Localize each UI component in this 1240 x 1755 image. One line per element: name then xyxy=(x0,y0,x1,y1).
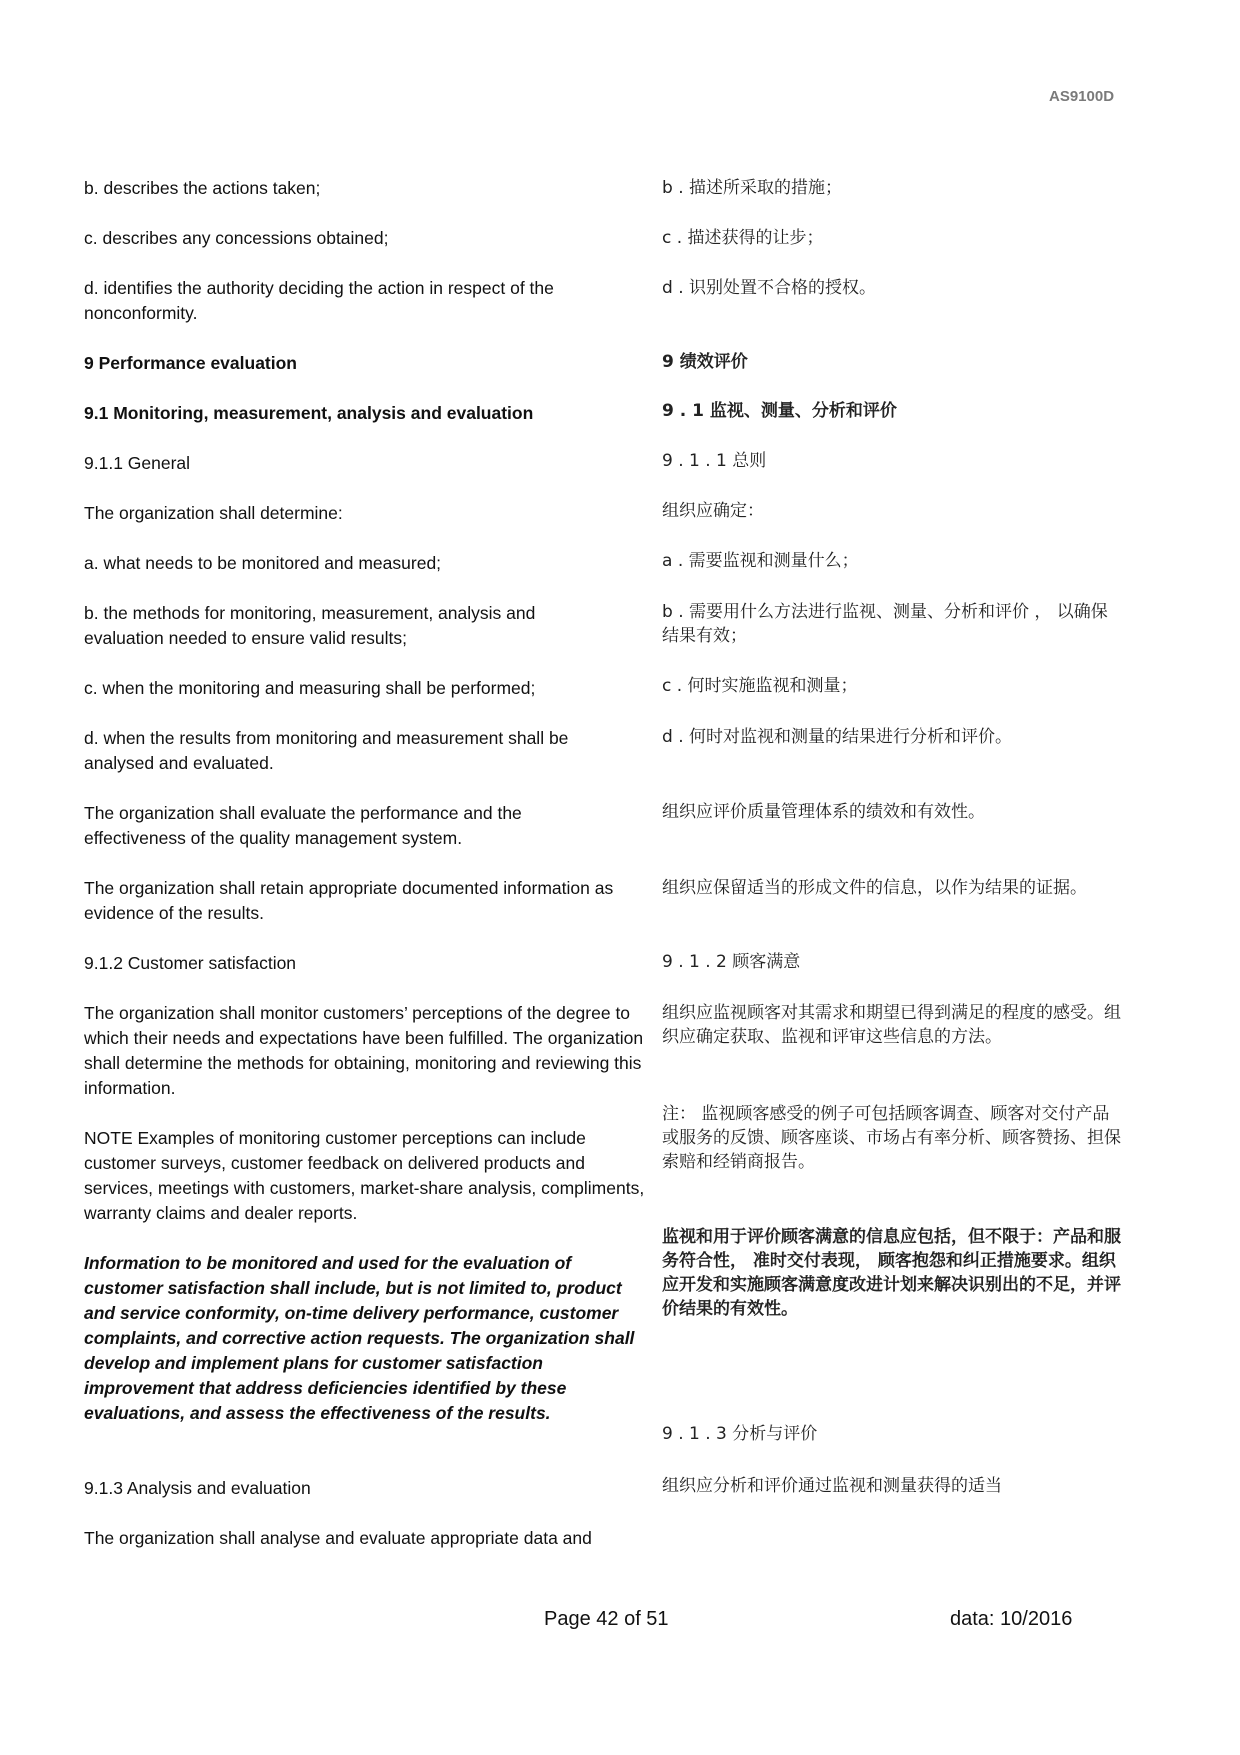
zh-note-examples: 注： 监视顾客感受的例子可包括顾客调查、顾客对交付产品或服务的反馈、顾客座谈、市场占有率分析、顾客赞扬、担保索赔和经销商报告。 xyxy=(662,1104,1121,1172)
zh-item-d-when: d . 何时对监视和测量的结果进行分析和评价。 xyxy=(662,727,1013,747)
zh-item-b-methods: b . 需要用什么方法进行监视、测量、分析和评价 ， 以确保结果有效； xyxy=(662,602,1108,646)
zh-item-c: c . 描述获得的让步； xyxy=(662,228,824,248)
zh-retain-info: 组织应保留适当的形成文件的信息，以作为结果的证据。 xyxy=(662,878,1087,898)
heading-9-1: 9.1 Monitoring, measurement, analysis and evaluation xyxy=(84,403,534,423)
zh-heading-9-1: 9 . 1 监视、测量、分析和评价 xyxy=(662,401,897,421)
heading-9-1-1: 9.1.1 General xyxy=(84,453,191,473)
heading-9-1-2: 9.1.2 Customer satisfaction xyxy=(84,953,297,973)
retain-documented-info: The organization shall retain appropriate documented information as evidence of the results. xyxy=(84,878,614,923)
item-d-when-analysed: d. when the results from monitoring and measurement shall be analysed and evaluated. xyxy=(84,728,569,773)
zh-heading-9-1-2: 9 . 1 . 2 顾客满意 xyxy=(662,952,801,972)
item-c-when-performed: c. when the monitoring and measuring shall be performed; xyxy=(84,678,536,698)
zh-determine-intro: 组织应确定： xyxy=(662,501,764,521)
item-d-authority: d. identifies the authority deciding the action in respect of the nonconformity. xyxy=(84,278,554,323)
note-examples: NOTE Examples of monitoring customer perceptions can include customer surveys, customer feedback on delivered products and services, meetings with customers, market-share analysis, compliments, warranty claims and dealer reports. xyxy=(84,1128,645,1223)
item-b-methods: b. the methods for monitoring, measurement, analysis and evaluation needed to ensure valid results; xyxy=(84,603,536,648)
page-number: Page 42 of 51 xyxy=(544,1608,669,1630)
zh-heading-9: 9 绩效评价 xyxy=(662,352,748,372)
zh-analyse-evaluate: 组织应分析和评价通过监视和测量获得的适当 xyxy=(662,1476,1002,1496)
zh-aerospace-requirement: 监视和用于评价顾客满意的信息应包括，但不限于：产品和服务符合性， 准时交付表现， 顾客抱怨和纠正措施要求。组织应开发和实施顾客满意度改进计划来解决识别出的不足，并评价结果的有效性。 xyxy=(662,1227,1121,1319)
analyse-evaluate-data: The organization shall analyse and evaluate appropriate data and xyxy=(84,1528,592,1548)
item-a-monitored: a. what needs to be monitored and measured; xyxy=(84,553,442,573)
item-b-actions-taken: b. describes the actions taken; xyxy=(84,178,321,198)
zh-evaluate-performance: 组织应评价质量管理体系的绩效和有效性。 xyxy=(662,802,985,822)
evaluate-performance: The organization shall evaluate the performance and the effectiveness of the quality management system. xyxy=(84,803,522,848)
document-code: AS9100D xyxy=(1049,88,1115,105)
zh-item-c-when: c . 何时实施监视和测量； xyxy=(662,676,858,696)
aerospace-requirement: Information to be monitored and used for the evaluation of customer satisfaction shall include, but is not limited to, product and service conformity, on-time delivery performance, customer complaints, and corrective action requests. The organization shall develop and implement plans for customer satisfaction improvement that address deficiencies identified by these evaluations, and assess the effectiveness of the results. xyxy=(84,1253,635,1423)
heading-9: 9 Performance evaluation xyxy=(84,353,297,373)
zh-monitor-perceptions: 组织应监视顾客对其需求和期望已得到满足的程度的感受。组织应确定获取、监视和评审这些信息的方法。 xyxy=(662,1003,1121,1047)
heading-9-1-3: 9.1.3 Analysis and evaluation xyxy=(84,1478,311,1498)
item-c-concessions: c. describes any concessions obtained; xyxy=(84,228,389,248)
zh-item-a: a . 需要监视和测量什么； xyxy=(662,551,859,571)
monitor-perceptions: The organization shall monitor customers’ perceptions of the degree to which their needs and expectations have been fulfilled. The organization shall determine the methods for obtaining, monitoring and reviewing this information. xyxy=(84,1003,644,1098)
footer-date: data: 10/2016 xyxy=(950,1608,1073,1630)
determine-intro: The organization shall determine: xyxy=(84,503,343,523)
zh-heading-9-1-1: 9 . 1 . 1 总则 xyxy=(662,451,767,471)
zh-heading-9-1-3: 9 . 1 . 3 分析与评价 xyxy=(662,1424,818,1444)
zh-item-b: b . 描述所采取的措施； xyxy=(662,178,843,198)
zh-item-d: d . 识别处置不合格的授权。 xyxy=(662,278,877,298)
